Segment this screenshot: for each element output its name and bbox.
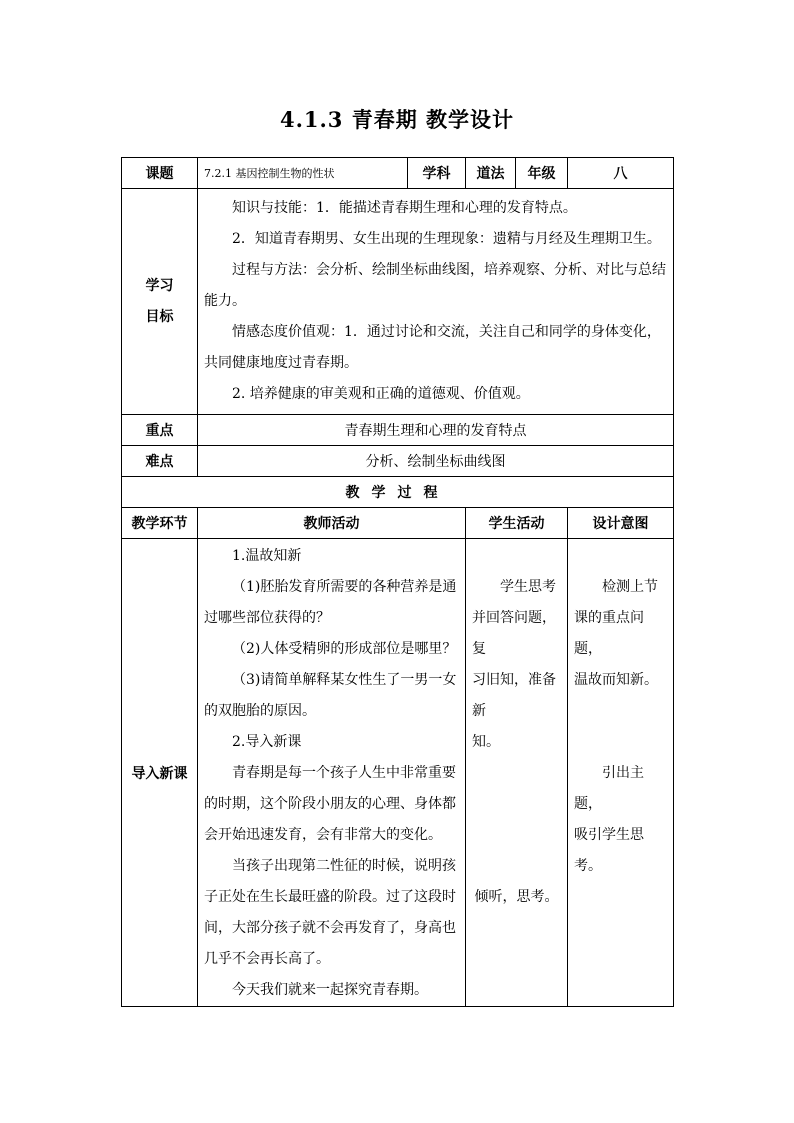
subject-value: 道法 (466, 158, 516, 189)
teacher-line: 青春期是每一个孩子人生中非常重要 (232, 765, 456, 781)
teacher-activity-cell (198, 539, 466, 1007)
topic-value: 7.2.1 基因控制生物的性状 (198, 158, 408, 189)
intent-line: 课的重点问题， (574, 610, 644, 657)
teacher-line: （3)请简单解释某女性生了一男一女 (232, 672, 457, 688)
teacher-line: 今天我们就来一起探究青春期。 (232, 982, 428, 998)
key-point-label: 重点 (122, 415, 198, 446)
student-activity-cell (466, 539, 568, 1007)
difficulty-row (122, 446, 674, 477)
process-title: 教学过程 (122, 477, 674, 508)
teacher-line: 子正处在生长最旺盛的阶段。过了这段时 (204, 889, 456, 905)
subject-label: 学科 (408, 158, 466, 189)
process-content-row (122, 539, 674, 1007)
grade-value: 八 (568, 158, 674, 189)
teacher-line: 2.导入新课 (232, 734, 302, 750)
stage-cell: 导入新课 (122, 539, 198, 1007)
objectives-content (198, 189, 674, 415)
key-point-row (122, 415, 674, 446)
difficulty-value: 分析、绘制坐标曲线图 (198, 446, 674, 477)
difficulty-label: 难点 (122, 446, 198, 477)
objective-line: 能力。 (204, 293, 246, 309)
header-row (122, 158, 674, 189)
teacher-line: 的时期，这个阶段小朋友的心理、身体都 (204, 796, 456, 812)
document-title: 4.1.3 青春期 教学设计 (279, 107, 515, 132)
teacher-line: 会开始迅速发育，会有非常大的变化。 (204, 827, 442, 843)
teacher-line: 过哪些部位获得的？ (204, 610, 330, 626)
col-student-header: 学生活动 (466, 508, 568, 539)
objective-line: 共同健康地度过青春期。 (204, 355, 358, 371)
student-line: 学生思考 (500, 579, 556, 595)
intent-line: 吸引学生思考。 (574, 827, 644, 874)
teacher-line: （1)胚胎发育所需要的各种营养是通 (232, 579, 457, 595)
intent-line: 引出主题， (574, 765, 644, 812)
objective-line: 2. 培养健康的审美观和正确的道德观、价值观。 (232, 386, 530, 402)
objective-line: 情感态度价值观：1．通过讨论和交流，关注自己和同学的身体变化， (232, 324, 661, 340)
teacher-line: 当孩子出现第二性征的时候，说明孩 (232, 858, 456, 874)
teacher-line: 间，大部分孩子就不会再发育了，身高也 (204, 920, 456, 936)
teacher-line: 几乎不会再长高了。 (204, 951, 330, 967)
objectives-label: 学习 目标 (122, 189, 198, 415)
teacher-line: 1.温故知新 (232, 548, 302, 564)
objective-line: 过程与方法：会分析、绘制坐标曲线图，培养观察、分析、对比与总结 (232, 262, 666, 278)
objective-line: 2．知道青春期男、女生出现的生理现象：遗精与月经及生理期卫生。 (232, 231, 661, 247)
design-intent-cell (568, 539, 674, 1007)
col-teacher-header: 教师活动 (198, 508, 466, 539)
process-header-row (122, 508, 674, 539)
process-title-row (122, 477, 674, 508)
student-line: 并回答问题，复 (472, 610, 556, 657)
objectives-row (122, 189, 674, 415)
student-line: 知。 (472, 734, 500, 750)
topic-label: 课题 (122, 158, 198, 189)
lesson-plan-table (121, 157, 674, 1007)
objective-line: 知识与技能：1．能描述青春期生理和心理的发育特点。 (232, 200, 577, 216)
teacher-line: 的双胞胎的原因。 (204, 703, 316, 719)
intent-line: 检测上节 (602, 579, 658, 595)
col-stage-header: 教学环节 (122, 508, 198, 539)
student-line: 倾听，思考。 (474, 889, 559, 905)
col-intent-header: 设计意图 (568, 508, 674, 539)
student-line: 习旧知，准备新 (472, 672, 556, 719)
teacher-line: （2)人体受精卵的形成部位是哪里？ (232, 641, 457, 657)
grade-label: 年级 (516, 158, 568, 189)
intent-line: 温故而知新。 (574, 672, 658, 688)
key-point-value: 青春期生理和心理的发育特点 (198, 415, 674, 446)
